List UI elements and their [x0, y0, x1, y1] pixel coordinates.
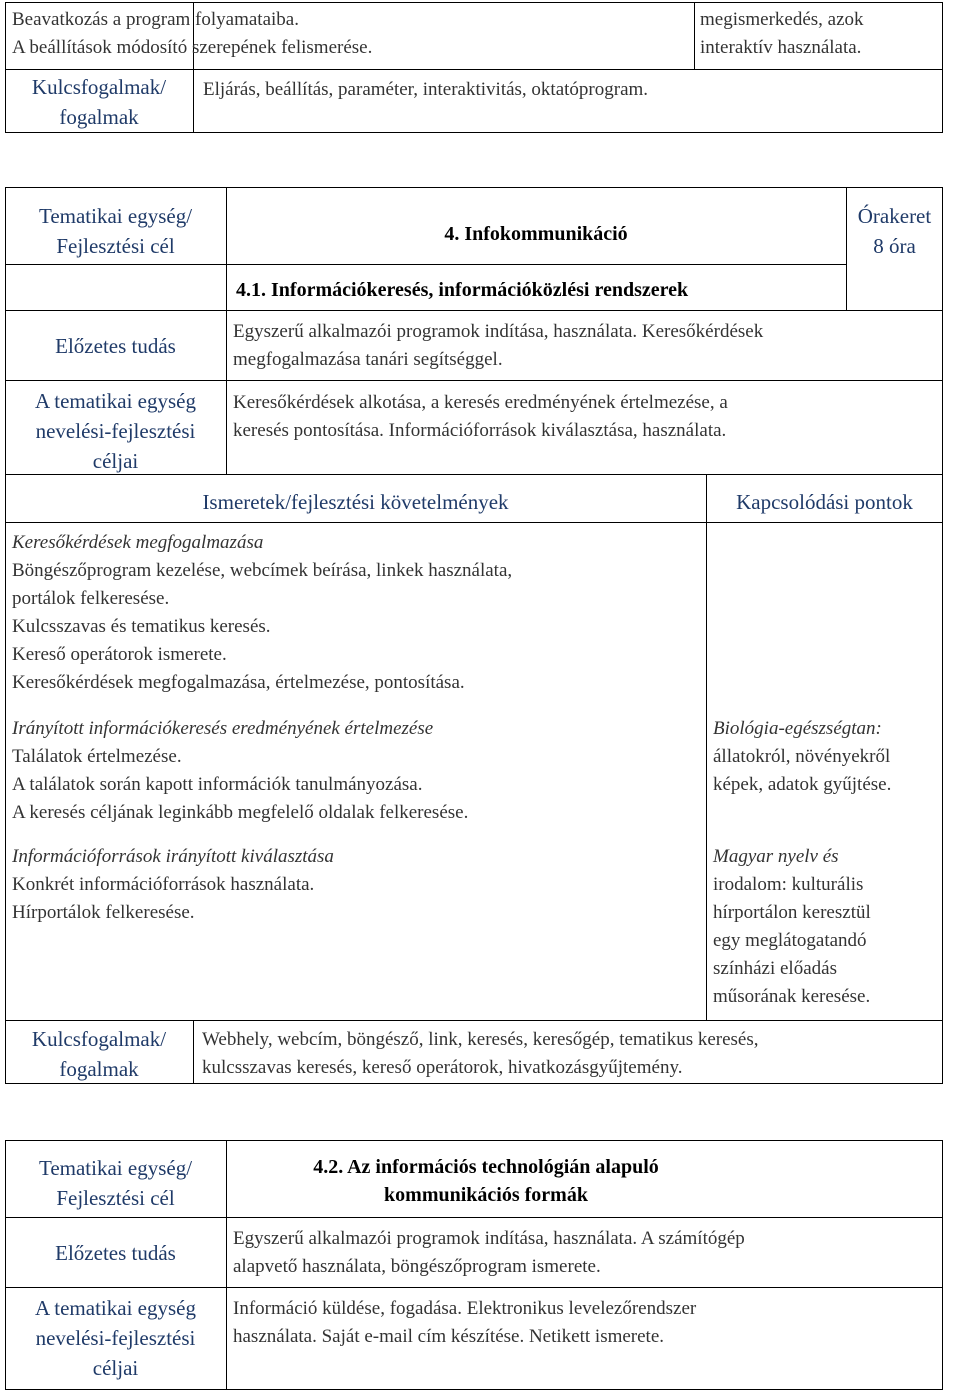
unit1-subunit-title: 4.1. Információkeresés, információközlési rendszerek	[236, 279, 689, 301]
top-left-text: Beavatkozás a program folyamataiba. A beállítások módosító szerepének felismerése.	[12, 9, 373, 58]
unit2-divider	[5, 1217, 943, 1218]
unit1-goals-text: Keresőkérdések alkotása, a keresés eredményének értelmezése, a keresés pontosítása. Információforrások kiválasztása, használata.	[233, 392, 728, 441]
unit1-divider	[226, 264, 846, 265]
unit1-section-search-queries: Keresőkérdések megfogalmazása Böngészőprogram kezelése, webcímek beírása, linkek használata, portálok felkeresése. Kulcsszavas és tematikus keresés. Kereső operátorok ismerete. Keresőkérdések megfogalmazása, értelmezése, pontosítása.	[12, 529, 702, 697]
unit1-prior-text: Egyszerű alkalmazói programok indítása, használata. Keresőkérdések megfogalmazása tanári segítséggel.	[233, 321, 764, 370]
unit1-title: 4. Infokommunikáció	[444, 223, 628, 245]
unit1-section-source-selection: Információforrások irányított kiválasztása Konkrét információforrások használata. Hírportálok felkeresése.	[12, 843, 702, 927]
section-title: Irányított információkeresés eredményének értelmezése	[12, 718, 434, 739]
unit1-keywords-label: Kulcsfogalmak/ fogalmak	[31, 1027, 167, 1081]
unit1-divider	[5, 522, 943, 523]
unit2-prior-text: Egyszerű alkalmazói programok indítása, használata. A számítógép alapvető használata, böngészőprogram ismerete.	[233, 1228, 745, 1277]
unit1-divider	[5, 1020, 943, 1021]
unit1-keywords-text: Webhely, webcím, böngésző, link, keresés, keresőgép, tematikus keresés, kulcsszavas keresés, kereső operátorok, hivatkozásgyűjtemény.	[202, 1029, 759, 1078]
unit1-divider	[706, 474, 707, 1020]
top-right-text: megismerkedés, azok interaktív használata.	[700, 9, 864, 58]
unit1-label-hours: Órakeret 8 óra	[857, 204, 932, 258]
unit1-label-unit: Tematikai egység/ Fejlesztési cél	[38, 204, 193, 258]
unit1-section-result-interpretation: Irányított információkeresés eredményének értelmezése Találatok értelmezése. A találatok során kapott információk tanulmányozása. A keresés céljának leginkább megfelelő oldalak felkeresése.	[12, 715, 702, 827]
unit1-connection-biology: Biológia-egészségtan: állatokról, növényekről képek, adatok gyűjtése.	[713, 718, 892, 795]
unit1-divider	[5, 380, 943, 381]
top-keywords-label: Kulcsfogalmak/ fogalmak	[31, 75, 167, 129]
top-keywords-text: Eljárás, beállítás, paraméter, interaktivitás, oktatóprogram.	[203, 79, 649, 100]
unit1-connection-literature: Magyar nyelv és irodalom: kulturális hírportálon keresztül egy meglátogatandó színházi előadás műsorának keresése.	[713, 846, 871, 1007]
unit2-goals-text: Információ küldése, fogadása. Elektronikus levelezőrendszer használata. Saját e-mail cím készítése. Netikett ismerete.	[233, 1298, 697, 1347]
unit1-col-connections: Kapcsolódási pontok	[736, 490, 913, 514]
unit1-label-prior: Előzetes tudás	[55, 334, 176, 358]
unit2-label-unit: Tematikai egység/ Fejlesztési cél	[38, 1156, 193, 1210]
top-table-divider	[694, 2, 695, 69]
unit1-divider	[5, 264, 226, 265]
section-title: Információforrások irányított kiválasztása	[12, 846, 334, 867]
unit1-label-goals: A tematikai egység nevelési-fejlesztési céljai	[35, 389, 196, 473]
unit2-label-goals: A tematikai egység nevelési-fejlesztési céljai	[35, 1296, 196, 1380]
unit2-divider	[5, 1287, 943, 1288]
unit1-divider	[193, 1020, 194, 1084]
unit2-title: 4.2. Az információs technológián alapuló kommunikációs formák	[313, 1156, 659, 1206]
unit1-divider	[5, 310, 943, 311]
unit2-label-prior: Előzetes tudás	[55, 1241, 176, 1265]
section-title: Keresőkérdések megfogalmazása	[12, 532, 264, 553]
top-table-divider	[5, 69, 943, 70]
unit1-col-requirements: Ismeretek/fejlesztési követelmények	[202, 490, 509, 514]
